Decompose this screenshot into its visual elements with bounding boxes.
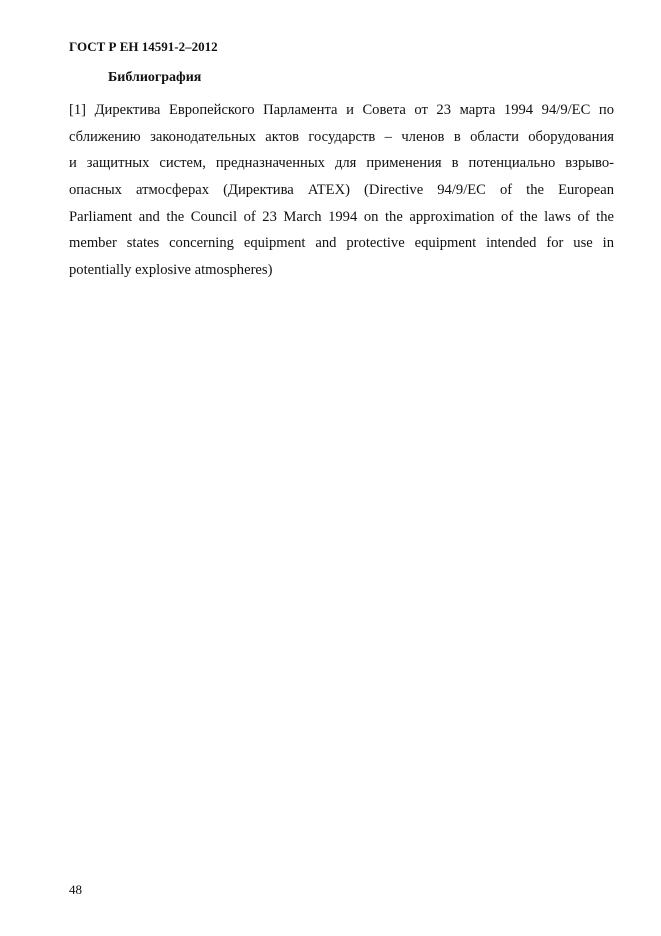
entry-line: сближению законодательных актов государств – членов в области оборудования (69, 128, 614, 145)
entry-line: опасных атмосферах (Директива ATEX) (Directive 94/9/EC of the European (69, 182, 614, 199)
entry-line: [1] Директива Европейского Парламента и Совета от 23 марта 1994 94/9/ЕС по (69, 102, 614, 118)
section-title: Библиография (108, 70, 202, 85)
document-code-header: ГОСТ Р ЕН 14591-2–2012 (69, 39, 218, 54)
entry-line: Parliament and the Council of 23 March 1994 on the approximation of the laws of the (69, 208, 614, 225)
entry-line: member states concerning equipment and protective equipment intended for use in (69, 235, 614, 252)
page-number: 48 (69, 882, 82, 897)
entry-line: potentially explosive atmospheres) (69, 262, 273, 279)
entry-line: и защитных систем, предназначенных для применения в потенциально взрыво- (69, 155, 614, 172)
bibliography-entry-1 (69, 97, 614, 284)
